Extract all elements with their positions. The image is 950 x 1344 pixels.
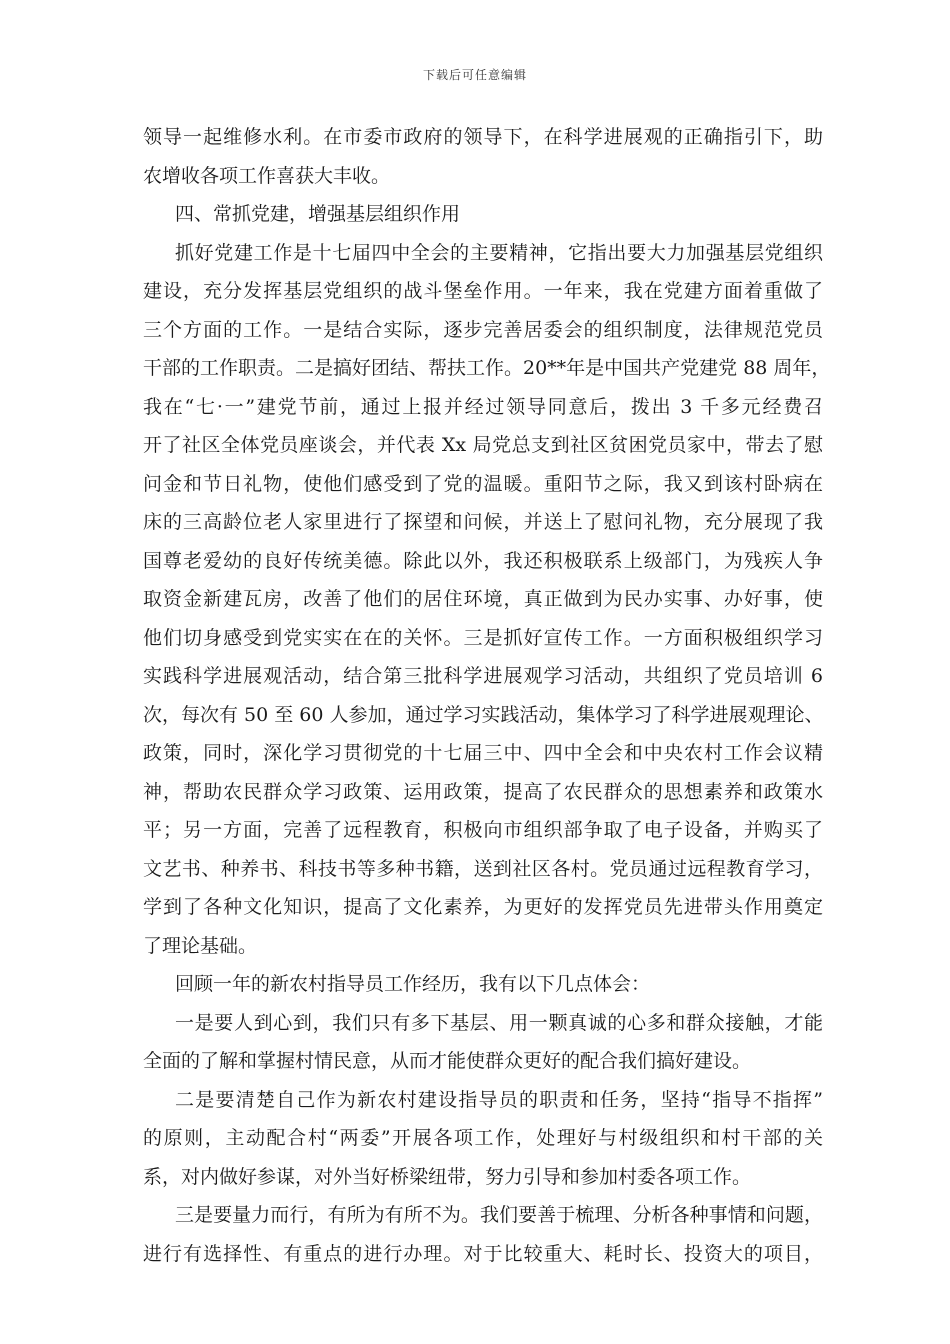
text-line: 平；另一方面，完善了远程教育，积极向市组织部争取了电子设备，并购买了: [143, 819, 823, 841]
text-line: 二是要清楚自己作为新农村建设指导员的职责和任务，坚持“指导不指挥”: [175, 1088, 823, 1111]
document-body: [143, 118, 831, 1273]
page-header: 下载后可任意编辑: [422, 68, 527, 82]
text-line: 三是要量力而行，有所为有所不为。我们要善于梳理、分析各种事情和问题，: [175, 1204, 823, 1226]
text-line: 进行有选择性、有重点的进行办理。对于比较重大、耗时长、投资大的项目，: [143, 1242, 823, 1265]
text-line: 回顾一年的新农村指导员工作经历，我有以下几点体会：: [175, 973, 651, 995]
text-line: 的原则，主动配合村“两委”开展各项工作，处理好与村级组织和村干部的关: [143, 1127, 823, 1149]
text-line: 一是要人到心到，我们只有多下基层、用一颗真诚的心多和群众接触，才能: [175, 1011, 823, 1034]
text-line: 系，对内做好参谋，对外当好桥梁纽带，努力引导和参加村委各项工作。: [143, 1165, 752, 1188]
text-line: 次，每次有 50 至 60 人参加，通过学习实践活动，集体学习了科学进展观理论、: [143, 703, 824, 726]
text-line: 他们切身感受到党实实在在的关怀。三是抓好宣传工作。一方面积极组织学习: [143, 626, 823, 649]
text-line: 问金和节日礼物，使他们感受到了党的温暖。重阳节之际，我又到该村卧病在: [143, 472, 823, 495]
text-line: 政策，同时，深化学习贯彻党的十七届三中、四中全会和中央农村工作会议精: [143, 742, 823, 764]
text-line: 文艺书、种养书、科技书等多种书籍，送到社区各村。党员通过远程教育学习，: [143, 857, 823, 880]
text-line: 了理论基础。: [143, 934, 258, 957]
text-line: 三个方面的工作。一是结合实际，逐步完善居委会的组织制度，法律规范党员: [143, 318, 823, 341]
text-line: 取资金新建瓦房，改善了他们的居住环境，真正做到为民办实事、办好事，使: [143, 588, 823, 610]
text-line: 领导一起维修水利。在市委市政府的领导下，在科学进展观的正确指引下，助: [143, 126, 823, 148]
text-line: 学到了各种文化知识，提高了文化素养，为更好的发挥党员先进带头作用奠定: [143, 896, 823, 918]
text-line: 神，帮助农民群众学习政策、运用政策，提高了农民群众的思想素养和政策水: [143, 780, 823, 803]
text-line: 国尊老爱幼的良好传统美德。除此以外，我还积极联系上级部门，为残疾人争: [143, 549, 823, 572]
text-line: 全面的了解和掌握村情民意，从而才能使群众更好的配合我们搞好建设。: [143, 1050, 752, 1072]
text-line: 开了社区全体党员座谈会，并代表 Xx 局党总支到社区贫困党员家中，带去了慰: [143, 434, 823, 456]
text-line: 床的三高龄位老人家里进行了探望和问候，并送上了慰问礼物，充分展现了我: [143, 511, 823, 533]
text-line: 四、常抓党建，增强基层组织作用: [175, 203, 461, 225]
text-line: 干部的工作职责。二是搞好团结、帮扶工作。20**年是中国共产党建党 88 周年，: [143, 357, 831, 379]
text-line: 建设，充分发挥基层党组织的战斗堡垒作用。一年来，我在党建方面着重做了: [143, 280, 823, 302]
text-line: 我在“七·一”建党节前，通过上报并经过领导同意后，拨出 3 千多元经费召: [143, 395, 823, 418]
text-line: 农增收各项工作喜获大丰收。: [143, 164, 391, 187]
text-line: 抓好党建工作是十七届四中全会的主要精神，它指出要大力加强基层党组织: [175, 241, 823, 264]
text-line: 实践科学进展观活动，结合第三批科学进展观学习活动，共组织了党员培训 6: [143, 665, 823, 687]
